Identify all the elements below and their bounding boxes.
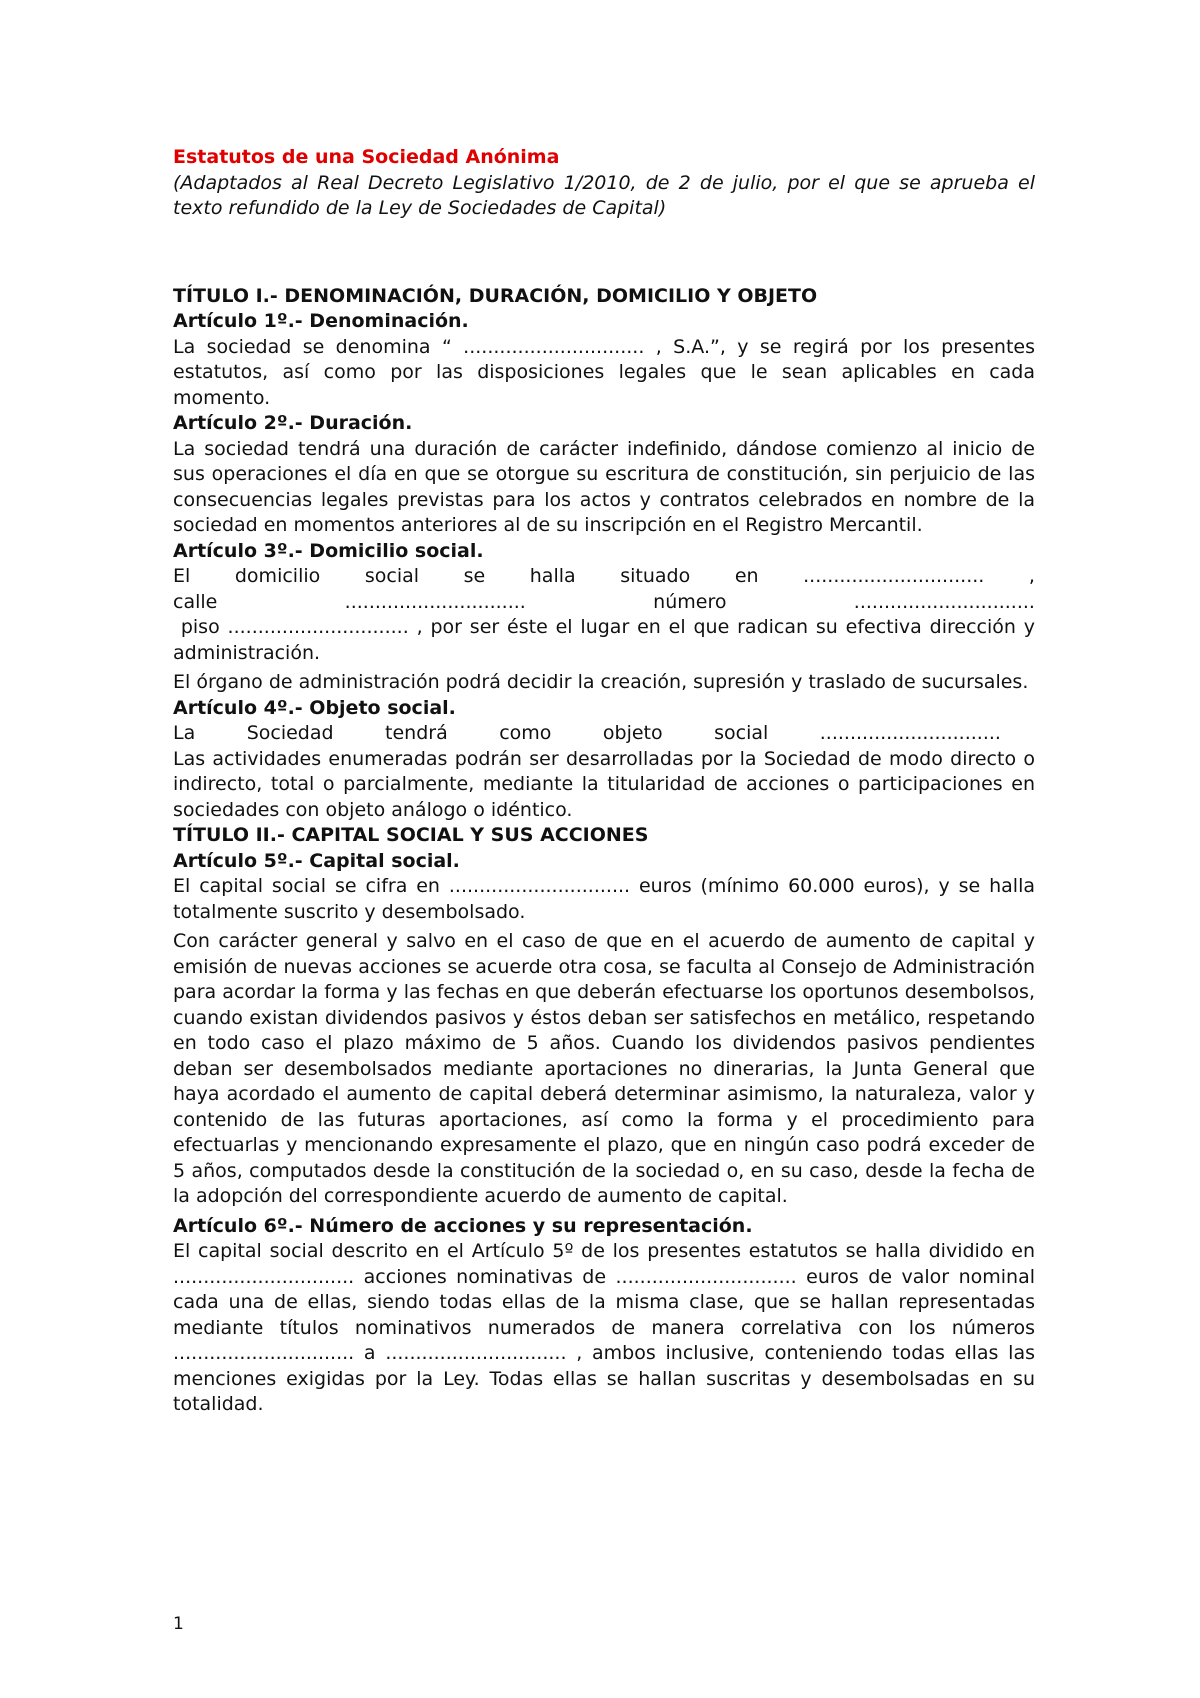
document-title: Estatutos de una Sociedad Anónima	[173, 146, 560, 168]
articulo-3-line-3: piso .............................. , por ser éste el lugar en el que radican su efectiva dirección y administración.	[173, 616, 1042, 664]
articulo-4-heading: Artículo 4º.- Objeto social.	[173, 696, 456, 719]
articulo-5-text-2: Con carácter general y salvo en el caso de que en el acuerdo de aumento de capital y emisión de nuevas acciones se acuerde otra cosa, se faculta al Consejo de Administración para acordar la forma y las fechas en que deberán efectuarse los oportunos desembolsos, cuando existan dividendos pasivos y éstos deban ser satisfechos en metálico, respetando en todo caso el plazo máximo de 5 años. Cuando los dividendos pasivos pendientes deban ser desembolsados mediante aportaciones no dinerarias, la Junta General que haya acordado el aumento de capital deberá determinar asimismo, la naturaleza, valor y contenido de las futuras aportaciones, así como la forma y el procedimiento para efectuarlas y mencionando expresamente el plazo, que en ningún caso podrá exceder de 5 años, computados desde la constitución de la sociedad o, en su caso, desde la fecha de la adopción del correspondiente acuerdo de aumento de capital.	[173, 930, 1035, 1207]
articulo-3-line-2: calle .............................. número ..............................	[173, 590, 1035, 613]
articulo-2-heading: Artículo 2º.- Duración.	[173, 412, 413, 434]
articulo-4-line-1: La Sociedad tendrá como objeto social ..............................	[173, 722, 1001, 744]
articulo-3-text-2: El órgano de administración podrá decidir la creación, supresión y traslado de sucursales.	[173, 671, 1029, 693]
document-subtitle: (Adaptados al Real Decreto Legislativo 1/2010, de 2 de julio, por el que se aprueba el texto refundido de la Ley de Sociedades de Capital)	[173, 171, 1035, 219]
page-number: 1	[173, 1614, 184, 1634]
articulo-2-text: La sociedad tendrá una duración de carácter indefinido, dándose comienzo al inicio de sus operaciones el día en que se otorgue su escritura de constitución, sin perjuicio de las consecuencias legales previstas para los actos y contratos celebrados en nombre de la sociedad en momentos anteriores al de su inscripción en el Registro Mercantil.	[173, 437, 1035, 536]
articulo-3-line-1: El domicilio social se halla situado en .............................. ,	[173, 565, 1035, 587]
articulo-1-heading: Artículo 1º.- Denominación.	[173, 310, 469, 332]
articulo-1-text: La sociedad se denomina “ .............................. , S.A.”, y se regirá por los presentes estatutos, así como por las disposiciones legales que le sean aplicables en cada momento.	[173, 335, 1035, 409]
articulo-6-text: El capital social descrito en el Artículo 5º de los presentes estatutos se halla dividido en .............................. acciones nominativas de .............................. euros de valor nominal cada una de ellas, siendo todas ellas de la misma clase, que se hallan representadas mediante títulos nominativos numerados de manera correlativa con los números .............................. a .............................. , ambos inclusive, conteniendo todas ellas las menciones exigidas por la Ley. Todas ellas se hallan suscritas y desembolsadas en su totalidad.	[173, 1240, 1035, 1415]
titulo-2-heading: TÍTULO II.- CAPITAL SOCIAL Y SUS ACCIONES	[173, 824, 649, 846]
document-page	[173, 145, 1042, 1418]
titulo-1-heading: TÍTULO I.- DENOMINACIÓN, DURACIÓN, DOMICILIO Y OBJETO	[173, 284, 818, 307]
articulo-6-heading: Artículo 6º.- Número de acciones y su representación.	[173, 1214, 753, 1237]
articulo-5-text-1: El capital social se cifra en .............................. euros (mínimo 60.000 euros), y se halla totalmente suscrito y desembolsado.	[173, 875, 1035, 923]
articulo-3-heading: Artículo 3º.- Domicilio social.	[173, 539, 484, 562]
articulo-4-text: Las actividades enumeradas podrán ser desarrolladas por la Sociedad de modo directo o indirecto, total o parcialmente, mediante la titularidad de acciones o participaciones en sociedades con objeto análogo o idéntico.	[173, 747, 1035, 821]
articulo-5-heading: Artículo 5º.- Capital social.	[173, 849, 460, 872]
